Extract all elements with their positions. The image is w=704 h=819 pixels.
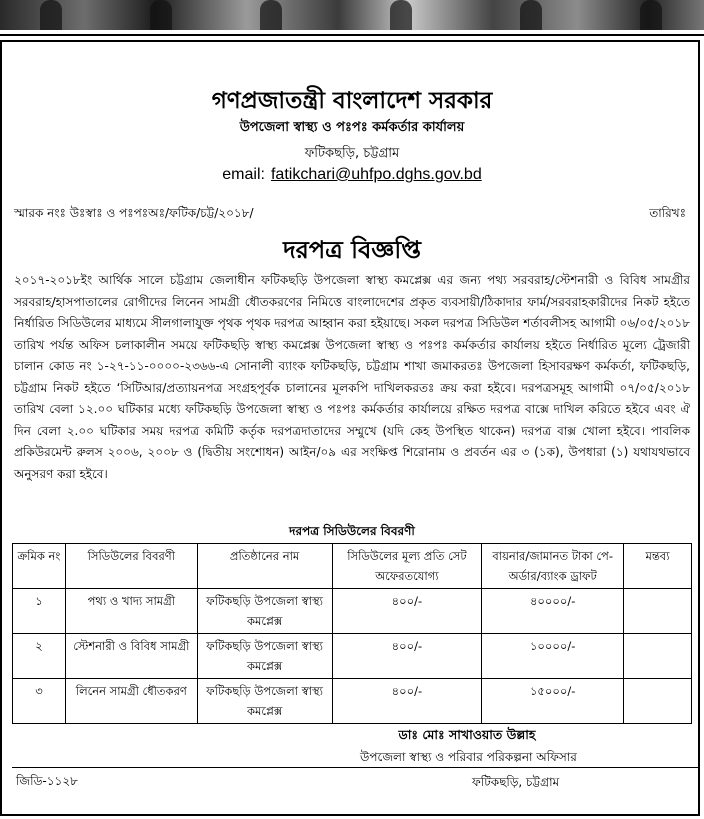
header-price: সিডিউলের মূল্য প্রতি সেট অফেরতযোগ্য (332, 544, 482, 589)
cell-remarks (624, 589, 692, 634)
footer-divider (12, 767, 700, 796)
cell-deposit: ১০০০০/- (482, 634, 624, 679)
cell-description: লিনেন সামগ্রী ধৌতকরণ (65, 679, 197, 724)
email-link[interactable]: fatikchari@uhfpo.dghs.gov.bd (270, 166, 482, 183)
signatory-designation: উপজেলা স্বাস্থ্য ও পরিবার পরিকল্পনা অফিসার (360, 750, 577, 764)
cell-description: স্টেশনারী ও বিবিধ সামগ্রী (65, 634, 197, 679)
office-name: উপজেলা স্বাস্থ্য ও পঃপঃ কর্মকর্তার কার্যালয় (239, 120, 465, 135)
cell-deposit: ৪০০০০/- (482, 589, 624, 634)
cell-institution: ফটিকছড়ি উপজেলা স্বাস্থ্য কমপ্লেক্স (197, 589, 332, 634)
cell-price: ৪০০/- (332, 589, 482, 634)
table-row (13, 589, 692, 634)
cell-price: ৪০০/- (332, 634, 482, 679)
top-photo-strip (0, 0, 704, 30)
cell-institution: ফটিকছড়ি উপজেলা স্বাস্থ্য কমপ্লেক্স (197, 634, 332, 679)
header-deposit: বায়নার/জামানত টাকা পে-অর্ডার/ব্যাংক ড্রাফট (482, 544, 624, 589)
cell-serial: ৩ (13, 679, 66, 724)
cell-deposit: ১৫০০০/- (482, 679, 624, 724)
table-row (13, 634, 692, 679)
office-location: ফটিকছড়ি, চট্টগ্রাম (304, 146, 400, 161)
gd-number: জিডি-১১২৮ (16, 774, 78, 788)
cell-description: পথ্য ও খাদ্য সামগ্রী (65, 589, 197, 634)
table-row (13, 679, 692, 724)
cell-remarks (624, 634, 692, 679)
email-line (0, 166, 704, 184)
header-serial: ক্রমিক নং (13, 544, 66, 589)
notice-body: ২০১৭-২০১৮ইং আর্থিক সালে চট্টগ্রাম জেলাধীন ফটিকছড়ি উপজেলা স্বাস্থ্য কমপ্লেক্স এর জন্য পথ্য সরবরাহ/স্টেশনারী ও বিবিধ সামগ্রীর সরবরাহ/হাসপাতালের রোগীদের লিনেন সামগ্রী ধৌতকরণের নিমিত্তে বাংলাদেশের প্রকৃত ব্যবসায়ী/ঠিকাদার ফার্ম/সরবরাহকারীদের নিকট হইতে নির্ধারিত সিডিউলের মাধ্যমে সীলগালাযুক্ত পৃথক পৃথক দরপত্র আহ্বান করা হইয়াছে। সকল দরপত্র সিডিউল শর্তাবলীসহ আগামী ০৬/০৫/২০১৮ তারিখ পর্যন্ত অফিস চলাকালীন সময়ে ফটিকছড়ি স্বাস্থ্য কমপ্লেক্স উপজেলা স্বাস্থ্য ও পঃপঃ কর্মকর্তার কার্যালয় হইতে নির্ধারিত মূল্যে ট্রেজারী চালান কোড নং ১-২৭-১১-০০০০-২৩৬৬-এ সোনালী ব্যাংক ফটিকছড়ি, চট্টগ্রাম শাখা জমাকরতঃ উপজেলা হিসাবরক্ষণ কর্মকর্তা, ফটিকছড়ি, চট্টগ্রাম নিকট হইতে ‘সিটিআর/প্রত্যায়নপত্র সংগ্রহপূর্বক চালানের মূলকপি দাখিলকরতঃ ক্রয় করা হইবে। দরপত্রসমূহ আগামী ০৭/০৫/২০১৮ তারিখ বেলা ১২.০০ ঘটিকার মধ্যে ফটিকছড়ি উপজেলা স্বাস্থ্য ও পঃপঃ কর্মকর্তার কার্যালয়ে রক্ষিত দরপত্র বাক্সে দাখিল করিতে হইবে এবং ঐ দিন বেলা ২.০০ ঘটিকার সময় দরপত্র কমিটি কর্তৃক দরপত্রদাতাদের সম্মুখে (যদি কেহ উপস্থিত থাকেন) দরপত্র বাক্স খোলা হইবে। পাবলিক প্রকিউরমেন্ট রুলস ২০০৬, ২০০৮ ও (দ্বিতীয় সংশোধন) আইন/০৯ এর সংক্ষিপ্ত শিরোনাম ও প্রবর্তন এর ৩ (১ক), উপধারা (১) যথাযথভাবে অনুসরণ করা হইবে। (14, 273, 690, 481)
cell-remarks (624, 679, 692, 724)
cell-serial: ১ (13, 589, 66, 634)
schedule-table-title: দরপত্র সিডিউলের বিবরণী (289, 524, 415, 538)
header-institution: প্রতিষ্ঠানের নাম (197, 544, 332, 589)
government-title: গণপ্রজাতন্ত্রী বাংলাদেশ সরকার (211, 88, 493, 114)
date-label: তারিখঃ (649, 206, 686, 220)
signatory-place: ফটিকছড়ি, চট্টগ্রাম (472, 775, 560, 789)
table-header-row (13, 544, 692, 589)
notice-title: দরপত্র বিজ্ঞপ্তি (283, 236, 421, 264)
cell-price: ৪০০/- (332, 679, 482, 724)
signatory-name: ডাঃ মোঃ সাখাওয়াত উল্লাহ (398, 727, 536, 742)
email-label: email: (222, 166, 265, 183)
memo-number: স্মারক নংঃ উঃস্বাঃ ও পঃপঃঅঃ/ফটিক/চট্ট/২০১৮/ (14, 206, 254, 220)
header-description: সিডিউলের বিবরণী (65, 544, 197, 589)
separator-line (0, 34, 704, 36)
header-remarks: মন্তব্য (624, 544, 692, 589)
schedule-table (12, 543, 692, 724)
cell-serial: ২ (13, 634, 66, 679)
cell-institution: ফটিকছড়ি উপজেলা স্বাস্থ্য কমপ্লেক্স (197, 679, 332, 724)
